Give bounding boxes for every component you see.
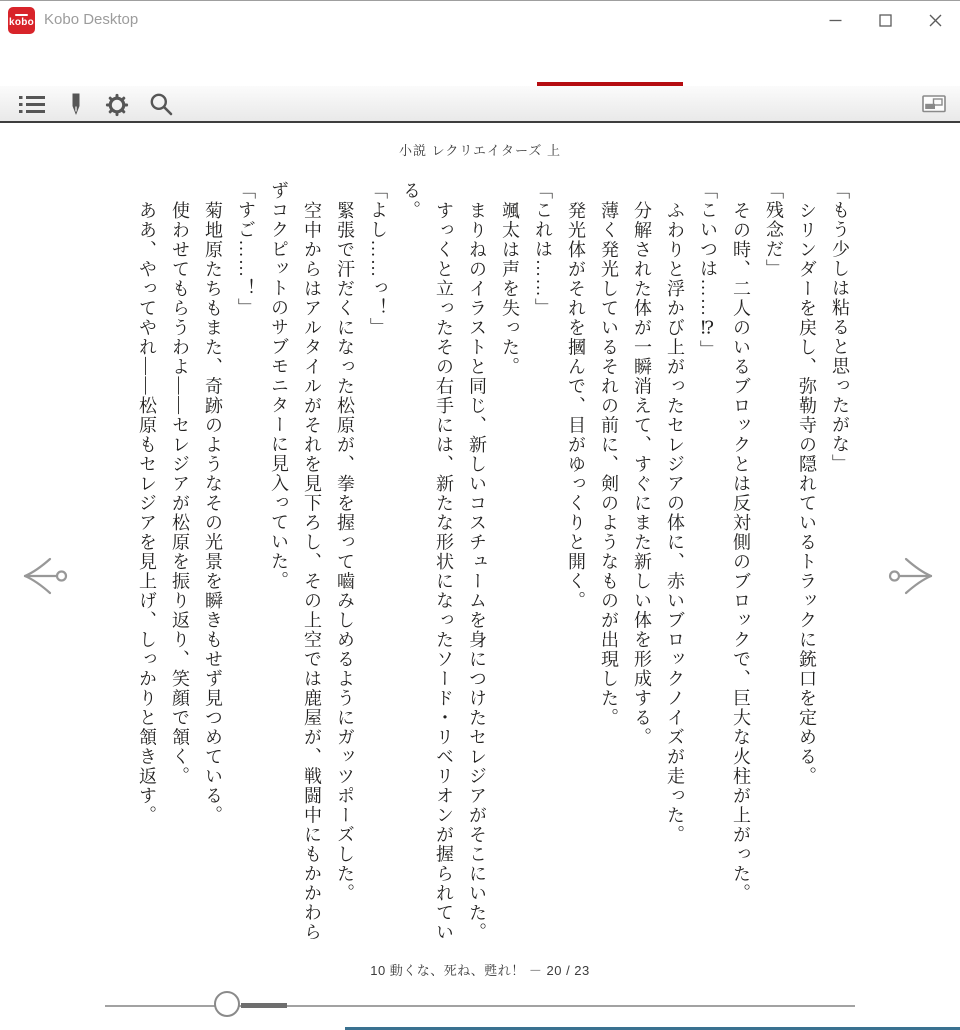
book-header-title: 小説 レクリエイターズ 上 xyxy=(398,143,562,158)
rakuten-mark xyxy=(15,14,28,16)
paragraph-12: まりねのイラストと同じ、新しいコスチュームを身につけたセレジアがそこにいた。 xyxy=(467,200,487,942)
paragraph-15: 緊張で汗だくになった松原が、拳を握って嚙みしめるようにガッツポーズした。 xyxy=(335,200,355,903)
close-icon xyxy=(929,14,942,27)
paragraph-17: 「すご……！」 xyxy=(236,181,256,318)
maximize-button[interactable] xyxy=(879,14,892,27)
search-icon xyxy=(149,92,174,117)
toc-list-icon xyxy=(19,95,45,114)
page-position-label: 10 動くな、死ね、甦れ！ － 20 / 23 xyxy=(370,963,590,978)
display-settings-gear-icon xyxy=(104,92,130,118)
page-next-arrow-icon xyxy=(882,547,942,605)
reading-view-icon xyxy=(922,95,947,114)
kobo-logo-text: kobo xyxy=(8,17,35,28)
progress-slider-handle[interactable] xyxy=(214,991,240,1017)
reading-view-button[interactable] xyxy=(922,95,947,119)
paragraph-1: 「もう少しは粘ると思ったがな」 xyxy=(830,181,850,474)
book-body xyxy=(130,181,856,959)
display-settings-button[interactable] xyxy=(104,92,130,123)
page-next-button[interactable] xyxy=(882,547,942,610)
paragraph-14: 「よし……っ！」 xyxy=(368,181,388,337)
paragraph-13: すっくと立ったその右手には、新たな形状になったソード・リベリオンが握られている。 xyxy=(401,181,454,942)
paragraph-5: 「こいつは……⁉」 xyxy=(698,181,718,360)
page-prev-arrow-icon xyxy=(14,547,74,605)
progress-slider-read-segment xyxy=(241,1003,287,1008)
nav-bar xyxy=(0,41,960,86)
paragraph-18: 菊地原たちもまた、奇跡のようなその光景を瞬きもせず見つめている。 xyxy=(203,200,223,825)
search-button[interactable] xyxy=(149,92,174,122)
minimize-icon xyxy=(829,14,842,27)
paragraph-8: 薄く発光しているそれの前に、剣のようなものが出現した。 xyxy=(599,200,619,727)
paragraph-20: ああ、やってやれ——松原もセレジアを見上げ、しっかりと頷き返す。 xyxy=(137,200,157,825)
minimize-button[interactable] xyxy=(829,14,842,27)
paragraph-2: シリンダーを戻し、弥勒寺の隠れているトラックに銃口を定める。 xyxy=(797,200,817,786)
maximize-icon xyxy=(879,14,892,27)
reading-toolbar xyxy=(0,86,960,123)
paragraph-11: 颯太は声を失った。 xyxy=(500,200,520,376)
window-title: Kobo Desktop xyxy=(44,11,139,28)
window-controls xyxy=(829,14,942,27)
toc-button[interactable] xyxy=(19,95,45,119)
page-prev-button[interactable] xyxy=(14,547,74,610)
paragraph-9: 発光体がそれを摑んで、目がゆっくりと開く。 xyxy=(566,200,586,610)
paragraph-16: 空中からはアルタイルがそれを見下ろし、その上空では鹿屋が、戦闘中にもかかわらずコクピットのサブモニターに見入っていた。 xyxy=(269,181,322,942)
paragraph-6: ふわりと浮かび上がったセレジアの体に、赤いブロックノイズが走った。 xyxy=(665,200,685,844)
paragraph-4: その時、二人のいるブロックとは反対側のブロックで、巨大な火柱が上がった。 xyxy=(731,200,751,903)
paragraph-7: 分解された体が一瞬消えて、すぐにまた新しい体を形成する。 xyxy=(632,200,652,747)
paragraph-19: 使わせてもらうわよ——セレジアが松原を振り返り、笑顔で頷く。 xyxy=(170,200,190,786)
paragraph-10: 「これは……」 xyxy=(533,181,553,318)
annotation-pen-icon xyxy=(68,93,84,116)
annotation-button[interactable] xyxy=(68,93,84,121)
close-button[interactable] xyxy=(929,14,942,27)
kobo-logo xyxy=(8,7,35,34)
title-bar xyxy=(0,1,960,41)
paragraph-3: 「残念だ」 xyxy=(764,181,784,279)
